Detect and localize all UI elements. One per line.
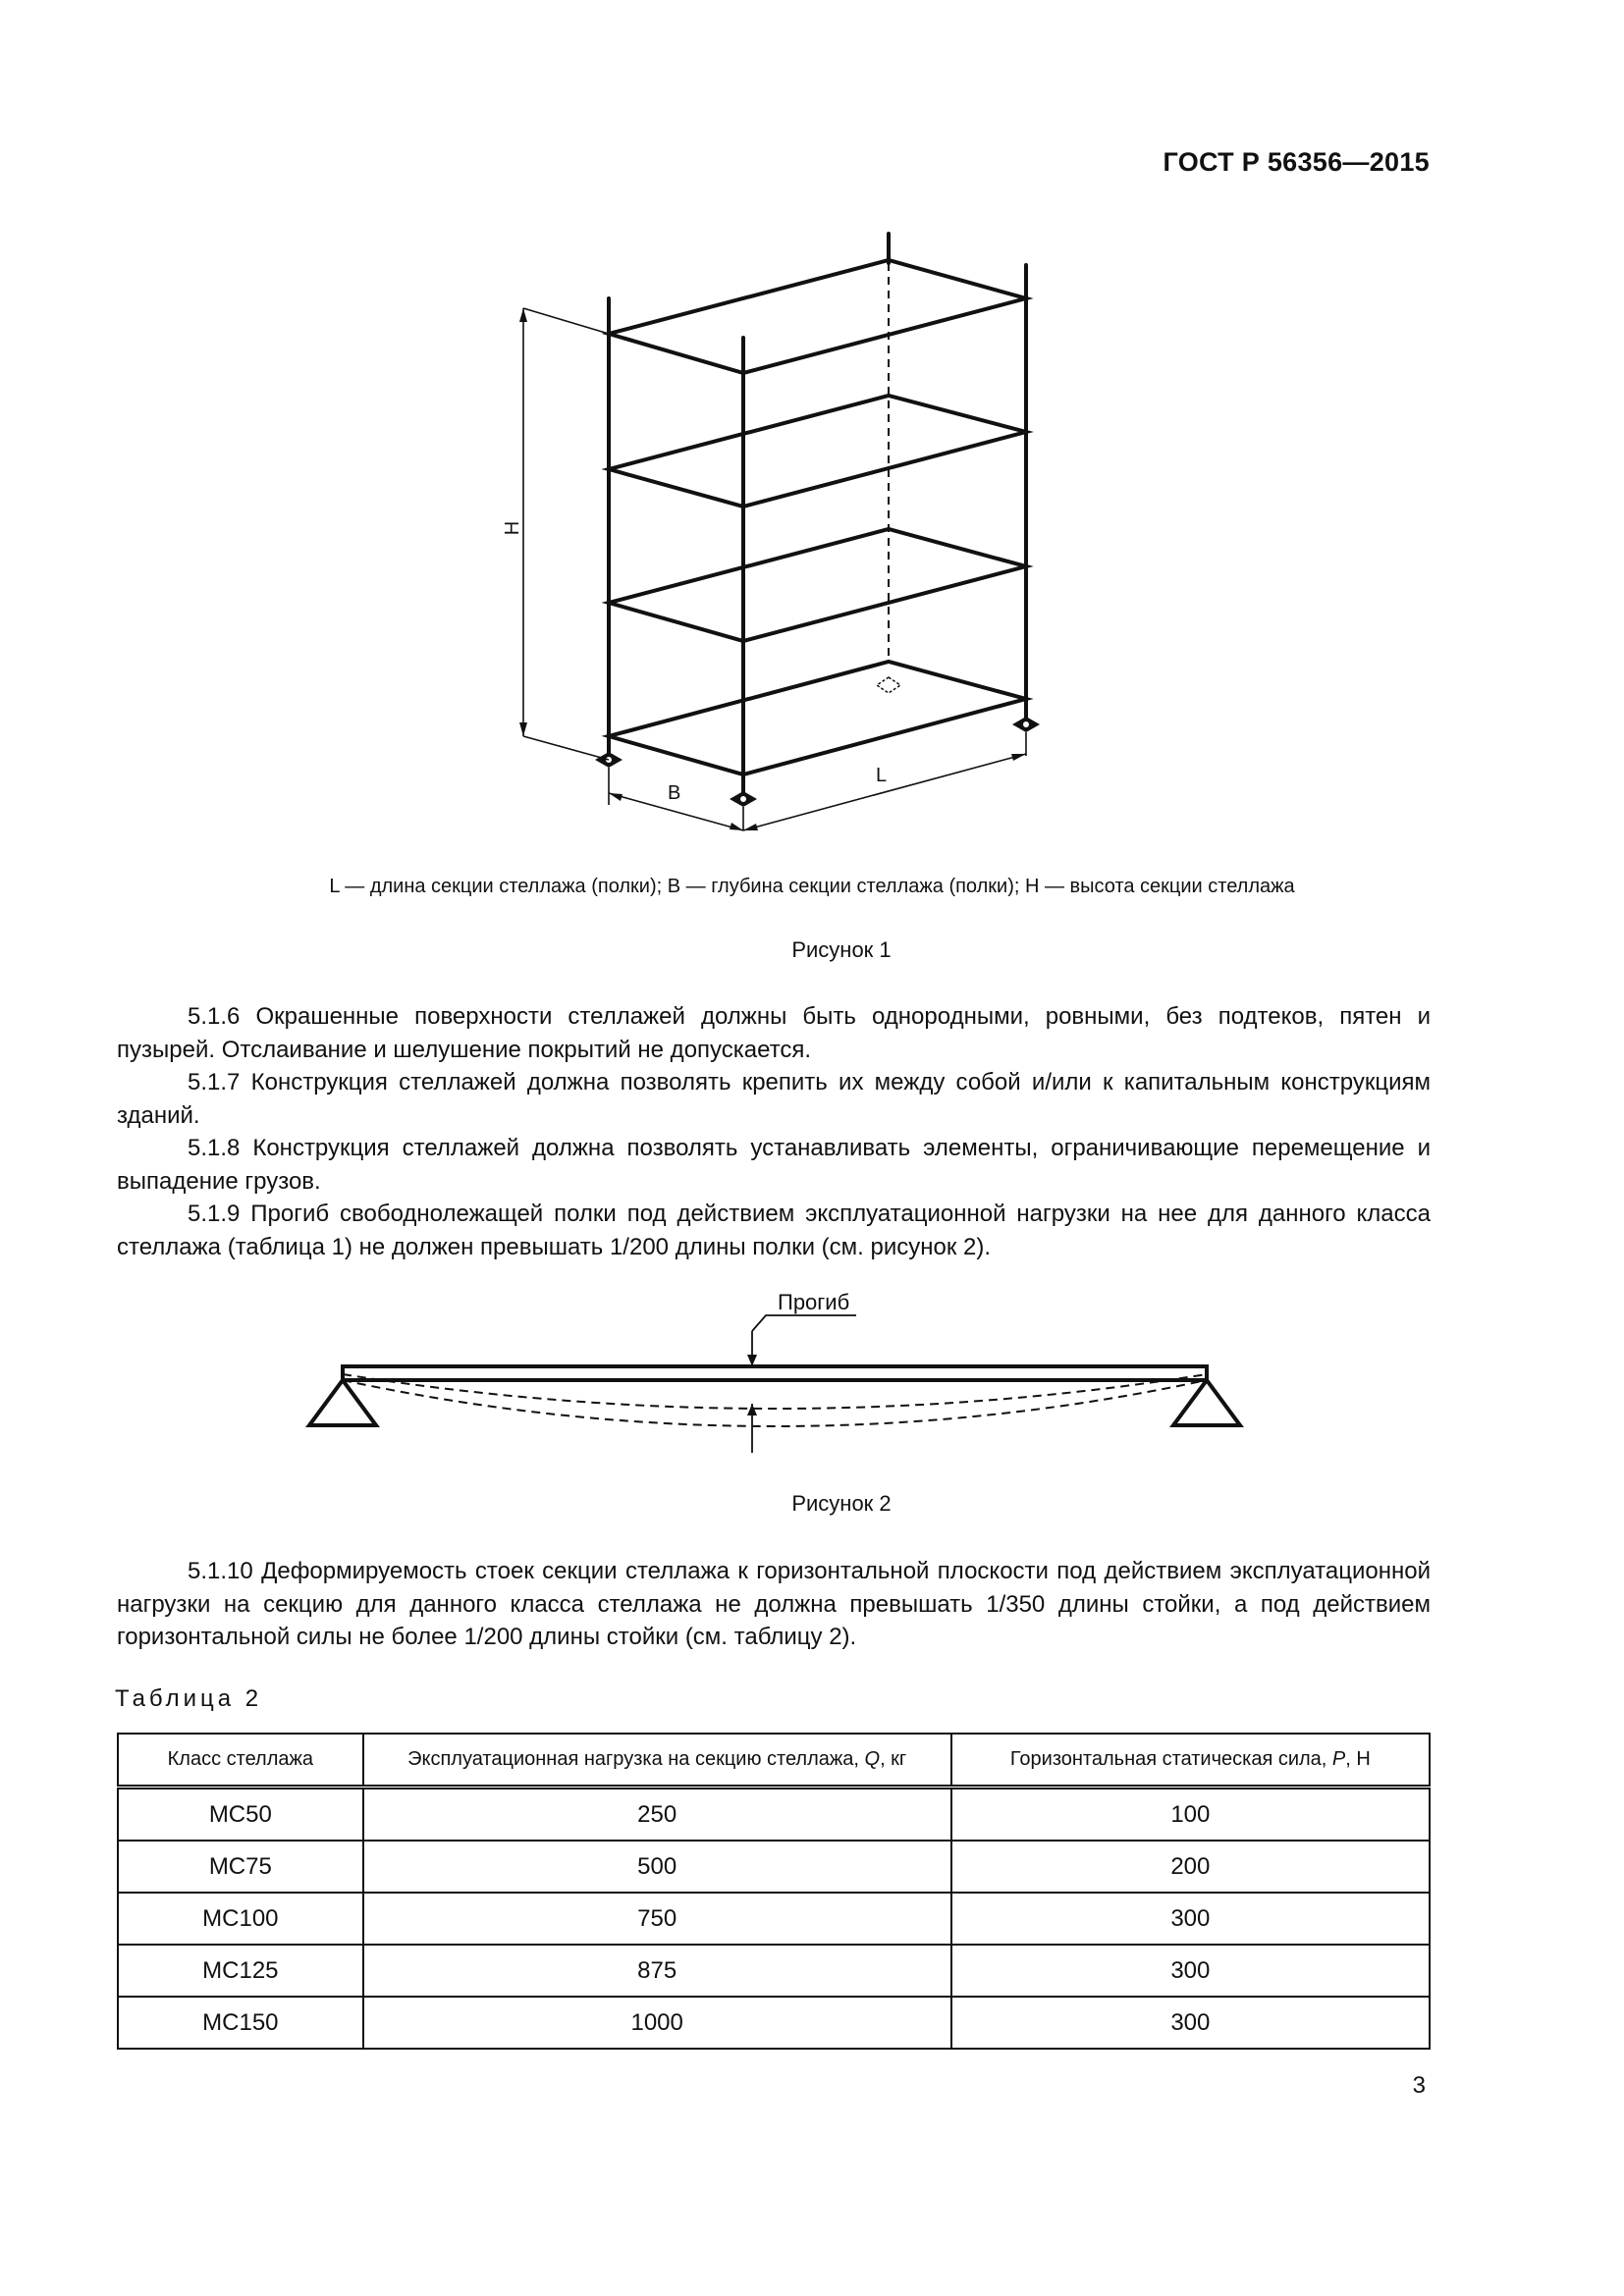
table-row [118, 1788, 1430, 1842]
header-operating-load: Эксплуатационная нагрузка на секцию стеллажа, Q, кг [363, 1734, 951, 1788]
document-code: ГОСТ Р 56356—2015 [1163, 147, 1430, 177]
horizontal-force-cell: 100 [951, 1788, 1430, 1842]
operating-load-cell: 875 [363, 1945, 951, 1997]
shelf-1 [609, 260, 1026, 373]
operating-load-cell: 500 [363, 1841, 951, 1893]
table-2 [117, 1733, 1431, 2050]
table-row [118, 1893, 1430, 1945]
shelf-2 [609, 396, 1026, 507]
header-rack-class: Класс стеллажа [118, 1734, 363, 1788]
dimension-h-label: H [502, 520, 523, 536]
table-header-row [118, 1734, 1430, 1788]
rack-class-cell: МС125 [118, 1945, 363, 1997]
table-2-title: Таблица 2 [115, 1685, 263, 1712]
table-row [118, 1945, 1430, 1997]
table-row [118, 1841, 1430, 1893]
operating-load-cell: 1000 [363, 1997, 951, 2049]
horizontal-force-cell: 300 [951, 1997, 1430, 2049]
horizontal-force-cell: 300 [951, 1945, 1430, 1997]
page-number: 3 [1412, 2072, 1426, 2099]
operating-load-cell: 750 [363, 1893, 951, 1945]
shelf-3 [609, 529, 1026, 641]
paragraph-5-1-8: 5.1.8 Конструкция стеллажей должна позволять устанавливать элементы, ограничивающие перемещение и выпадение грузов. [117, 1135, 1431, 1195]
figure-2-deflection-drawing [295, 1286, 1276, 1463]
deflection-curve-lower [343, 1380, 1207, 1426]
rack-class-cell: МС100 [118, 1893, 363, 1945]
deflection-label: Прогиб [778, 1290, 850, 1314]
section-5-1-10 [117, 1555, 1431, 1654]
table-row [118, 1997, 1430, 2049]
header-horizontal-force: Горизонтальная статическая сила, P, Н [951, 1734, 1430, 1788]
paragraph-5-1-7: 5.1.7 Конструкция стеллажей должна позволять крепить их между собой и/или к капитальным конструкциям зданий. [117, 1069, 1431, 1129]
figure-1-shelving-drawing [491, 224, 1060, 852]
dimension-l-label: L [876, 765, 888, 786]
rack-class-cell: МС150 [118, 1997, 363, 2049]
horizontal-force-cell: 200 [951, 1841, 1430, 1893]
figure-1-legend: L — длина секции стеллажа (полки); B — глубина секции стеллажа (полки); H — высота секции стеллажа [329, 876, 1295, 897]
paragraph-5-1-10: 5.1.10 Деформируемость стоек секции стеллажа к горизонтальной плоскости под действием эксплуатационной нагрузки на секцию для данного класса стеллажа не должна превышать 1/350 длины стойки, а под действием горизонтальной силы не более 1/200 длины стойки (см. таблицу 2). [117, 1558, 1431, 1650]
left-support [309, 1380, 376, 1425]
right-support [1173, 1380, 1240, 1425]
paragraph-5-1-9: 5.1.9 Прогиб свободнолежащей полки под действием эксплуатационной нагрузки на нее для данного класса стеллажа (таблица 1) не должен превышать 1/200 длины полки (см. рисунок 2). [117, 1201, 1431, 1260]
figure-1-caption: Рисунок 1 [791, 937, 892, 962]
rack-class-cell: МС50 [118, 1788, 363, 1842]
shelf-4 [609, 662, 1026, 774]
paragraph-5-1-6: 5.1.6 Окрашенные поверхности стеллажей должны быть однородными, ровными, без подтеков, пятен и пузырей. Отслаивание и шелушение покрытий не допускается. [117, 1003, 1431, 1063]
figure-2-caption: Рисунок 2 [791, 1491, 892, 1516]
horizontal-force-cell: 300 [951, 1893, 1430, 1945]
dimension-b-label: B [668, 782, 681, 804]
shelf-beam [343, 1366, 1207, 1380]
section-5-1-6-to-5-1-9 [117, 1000, 1431, 1263]
rack-class-cell: МС75 [118, 1841, 363, 1893]
operating-load-cell: 250 [363, 1788, 951, 1842]
